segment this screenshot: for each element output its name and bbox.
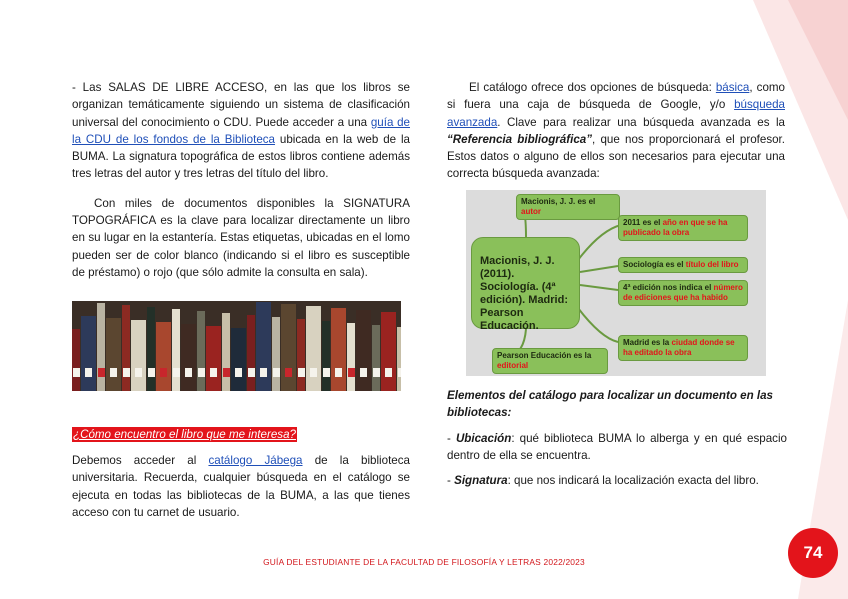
- book-spine: [322, 321, 330, 391]
- spine-label: [198, 368, 205, 377]
- book-spine: [181, 324, 196, 391]
- spine-label: [173, 368, 180, 377]
- book-spine: [131, 320, 146, 391]
- spine-label: [110, 368, 117, 377]
- book-spine: [97, 303, 105, 391]
- book-spine: [197, 311, 205, 391]
- city-node: Madrid es la ciudad donde se ha editado la obra: [618, 335, 748, 361]
- spine-label: [248, 368, 255, 377]
- spine-label: [98, 368, 105, 377]
- book-spine: [331, 308, 346, 391]
- spine-label: [398, 368, 401, 377]
- book-spine: [247, 315, 255, 391]
- spine-label: [348, 368, 355, 377]
- spine-label: [160, 368, 167, 377]
- left-column: [72, 79, 410, 281]
- book-spine: [372, 325, 380, 391]
- spine-label: [298, 368, 305, 377]
- cdu-guide-link[interactable]: guía de la CDU de los fondos de la Biblioteca: [72, 115, 410, 146]
- bibliographic-reference-diagram: [466, 190, 766, 376]
- spine-label: [323, 368, 330, 377]
- book-spine: [122, 305, 130, 391]
- title-node: Sociología es el título del libro: [618, 257, 748, 273]
- book-spine: [72, 329, 80, 391]
- book-spine: [281, 304, 296, 391]
- book-spine: [272, 317, 280, 391]
- spine-label: [385, 368, 392, 377]
- spine-label: [148, 368, 155, 377]
- book-spine: [106, 318, 121, 391]
- search-options-paragraph: El catálogo ofrece dos opciones de búsqueda: básica, como si fuera una caja de búsqueda de Google, y/o búsqueda avanzada. Clave para realizar una búsqueda avanzada es la “Referencia bibliográfica”, que nos proporcionará el profesor. Estos datos o alguno de ellos son necesarios para ejecutar una correcta búsqueda avanzada:: [447, 81, 786, 181]
- spine-label: [335, 368, 342, 377]
- publisher-node: Pearson Educación es la editorial: [492, 348, 608, 374]
- author-node: Macionis, J. J. es el autor: [516, 194, 620, 220]
- book-spine: [172, 309, 180, 391]
- book-spine: [206, 326, 221, 391]
- edition-node: 4ª edición nos indica el número de ediciones que ha habido: [618, 280, 748, 306]
- year-node: 2011 es el año en que se ha publicado la obra: [618, 215, 748, 241]
- advanced-search-link[interactable]: búsqueda avanzada: [447, 98, 785, 129]
- spine-label: [85, 368, 92, 377]
- book-spine: [347, 323, 355, 391]
- book-spine: [297, 319, 305, 391]
- catalog-paragraph: Debemos acceder al catálogo Jábega de la biblioteca universitaria. Recuerda, cualquier búsqueda en el catálogo se ejecuta en todas las bibliotecas de la BUMA, a las que tienes acceso con tu carnet de usuario.: [72, 454, 410, 519]
- book-spine: [381, 312, 396, 391]
- signatura-item: - Signatura: que nos indicará la localización exacta del libro.: [447, 474, 759, 487]
- book-spine: [81, 316, 96, 391]
- spine-label: [185, 368, 192, 377]
- spine-label: [373, 368, 380, 377]
- spine-label: [135, 368, 142, 377]
- spine-label: [123, 368, 130, 377]
- signatura-paragraph: Con miles de documentos disponibles la SIGNATURA TOPOGRÁFICA es la clave para localizar directamente un libro en su lugar en la estantería. Estas etiquetas, ubicadas en el lomo pueden ser de color blanco (indicando si el libro es susceptible de préstamo) o rojo (que sólo admite la consulta en sala).: [72, 196, 410, 279]
- catalogo-jabega-link[interactable]: catálogo Jábega: [208, 454, 303, 467]
- spine-label: [285, 368, 292, 377]
- book-spine: [231, 328, 246, 391]
- spine-label: [360, 368, 367, 377]
- ubicacion-item: - Ubicación: qué biblioteca BUMA lo alberga y en qué espacio dentro de ella se encuentra.: [447, 432, 788, 463]
- spine-label: [260, 368, 267, 377]
- right-column: [447, 79, 785, 183]
- salas-libre-acceso-paragraph: - Las SALAS DE LIBRE ACCESO, en las que los libros se organizan temáticamente siguiendo un sistema de clasificación universal del conocimiento o CDU. Puede acceder a una guía de la CDU de los fondos de la Biblioteca ubicada en la web de la BUMA. La signatura topográfica de estos libros contiene además tres letras del autor y tres letras del título del libro.: [72, 81, 411, 181]
- spine-label: [210, 368, 217, 377]
- spine-label: [223, 368, 230, 377]
- spine-label: [73, 368, 80, 377]
- book-spine: [256, 302, 271, 391]
- spine-label: [310, 368, 317, 377]
- spine-label: [235, 368, 242, 377]
- page-number-badge: 74: [788, 528, 838, 578]
- book-spine: [222, 313, 230, 391]
- basic-search-link[interactable]: básica: [715, 81, 750, 94]
- reference-node: Macionis, J. J. (2011). Sociología. (4ª edición). Madrid: Pearson Educación.: [471, 237, 580, 329]
- book-spine: [156, 322, 171, 391]
- book-spine: [397, 327, 401, 391]
- bookshelf-photo: [72, 301, 401, 391]
- spine-label: [273, 368, 280, 377]
- footer-text: GUÍA DEL ESTUDIANTE DE LA FACULTAD DE FILOSOFÍA Y LETRAS 2022/2023: [263, 557, 585, 567]
- section-heading: ¿Cómo encuentro el libro que me interesa?: [73, 428, 296, 441]
- book-spine: [356, 310, 371, 391]
- catalog-elements-caption: Elementos del catálogo para localizar un documento en las bibliotecas:: [447, 389, 773, 420]
- book-spine: [147, 307, 155, 391]
- book-spine: [306, 306, 321, 391]
